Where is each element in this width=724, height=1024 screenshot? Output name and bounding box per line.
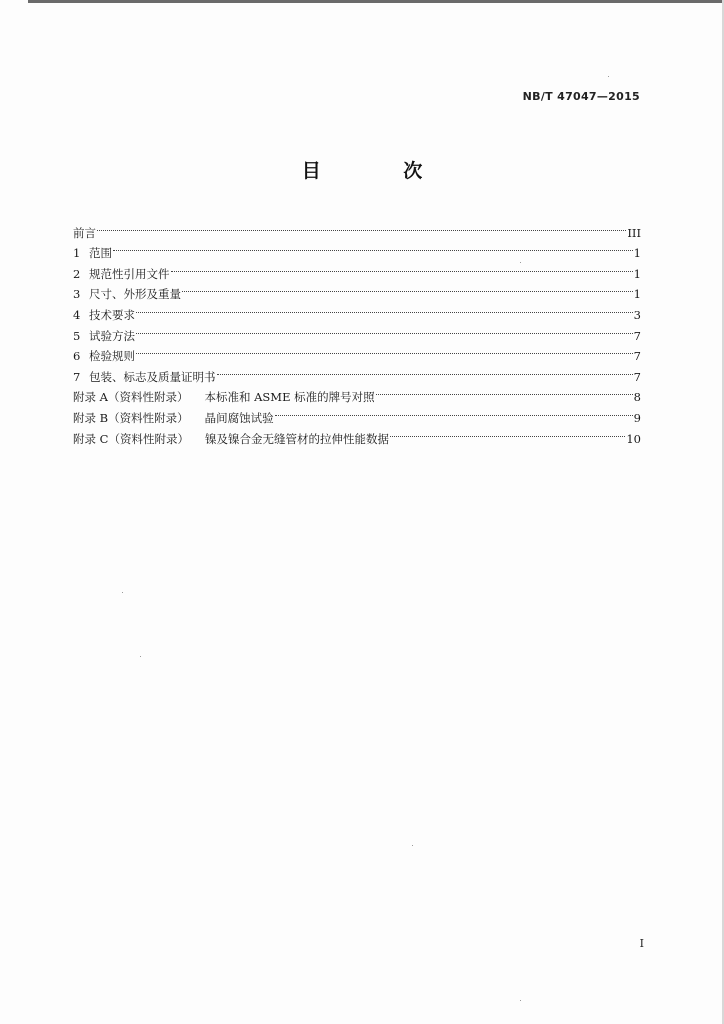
toc-entry-title: 本标准和 ASME 标准的牌号对照	[204, 390, 375, 405]
toc-entry-title: 试验方法	[89, 328, 135, 343]
toc-entry	[73, 216, 641, 240]
toc-appendix-prefix: 附录 B（资料性附录）	[73, 410, 189, 425]
toc-entry	[73, 298, 641, 322]
toc-entry-title: 晶间腐蚀试验	[204, 410, 274, 425]
toc-entry-title: 技术要求	[89, 307, 135, 322]
toc-entry	[73, 257, 641, 281]
toc-entry-title: 包装、标志及质量证明书	[89, 369, 216, 384]
scan-speck	[608, 76, 609, 77]
scan-speck	[520, 1000, 521, 1001]
toc-entry	[73, 360, 641, 384]
toc-entry	[73, 340, 641, 364]
toc-entry-number: 2	[73, 266, 81, 281]
toc-entry-title: 镍及镍合金无缝管材的拉伸性能数据	[204, 431, 389, 446]
toc-page-number: 1	[633, 287, 641, 302]
scan-speck	[140, 656, 141, 657]
toc-entry	[73, 319, 641, 343]
dot-leader	[390, 422, 625, 443]
toc-page-number: 9	[633, 410, 641, 425]
toc-page-number: 8	[633, 390, 641, 405]
dot-leader	[136, 298, 633, 319]
toc-appendix-prefix: 附录 A（资料性附录）	[73, 390, 189, 405]
toc-entry-title: 检验规则	[89, 349, 135, 364]
toc-entry-number: 6	[73, 349, 81, 364]
dot-leader	[275, 401, 633, 422]
dot-leader	[171, 257, 633, 278]
toc-entry-number: 3	[73, 287, 81, 302]
dot-leader	[136, 319, 633, 340]
dot-leader	[182, 278, 633, 299]
toc-page-number: 10	[626, 431, 641, 446]
dot-leader	[217, 360, 633, 381]
dot-leader	[136, 340, 633, 361]
toc-appendix-prefix: 附录 C（资料性附录）	[73, 431, 189, 446]
dot-leader	[113, 237, 633, 258]
toc-entry-title: 前言	[73, 225, 96, 240]
toc-page-number: 7	[633, 328, 641, 343]
toc-page-number: 1	[633, 266, 641, 281]
scan-speck	[520, 262, 521, 263]
toc-entry-title: 尺寸、外形及重量	[89, 287, 181, 302]
toc-page-number: 3	[633, 307, 641, 322]
scan-speck	[122, 592, 123, 593]
page-number: I	[639, 937, 644, 950]
toc-entry-title: 规范性引用文件	[89, 266, 170, 281]
scan-top-edge	[28, 0, 724, 3]
dot-leader	[97, 216, 626, 237]
dot-leader	[376, 381, 633, 402]
scan-speck	[412, 845, 413, 846]
toc-title: 目 次	[301, 160, 461, 182]
toc-entry-title: 范围	[89, 246, 112, 261]
toc-page-number: III	[627, 225, 641, 240]
toc-entry-number: 5	[73, 328, 81, 343]
standard-number: NB/T 47047—2015	[522, 90, 640, 103]
toc-entry-number: 4	[73, 307, 81, 322]
toc-page-number: 7	[633, 369, 641, 384]
toc-entry-number: 7	[73, 369, 81, 384]
toc-page-number: 7	[633, 349, 641, 364]
toc-page-number: 1	[633, 246, 641, 261]
toc-entry-number: 1	[73, 246, 81, 261]
toc-entry	[73, 237, 641, 261]
toc-list	[73, 216, 641, 446]
